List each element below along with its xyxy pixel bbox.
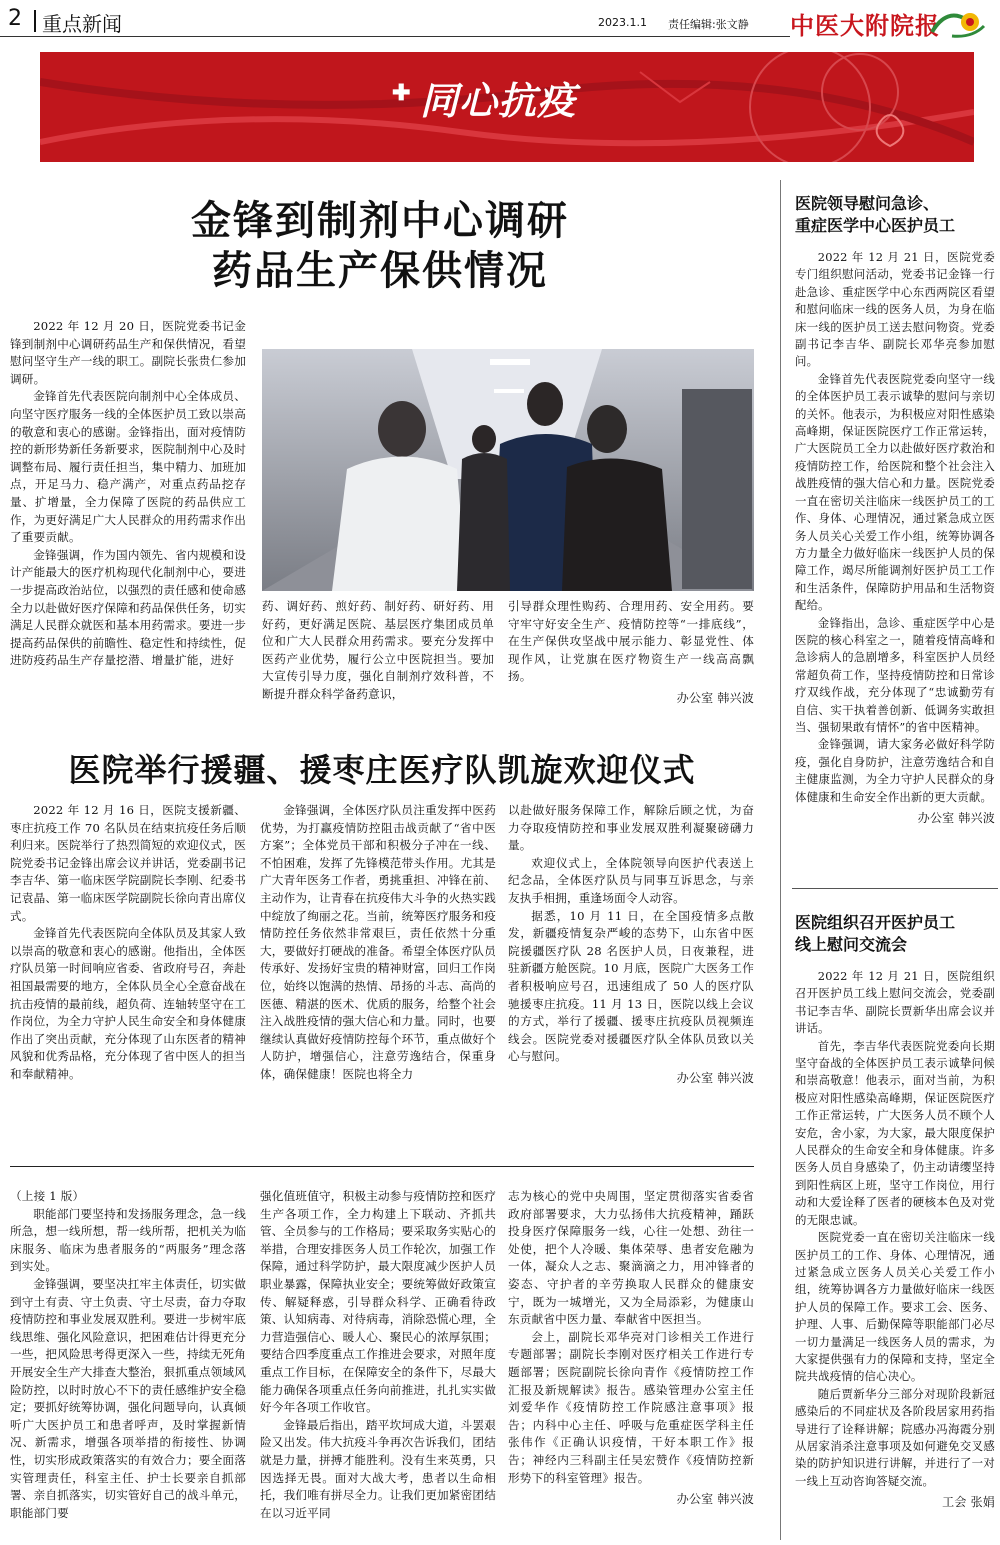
article2-column-1: [10, 802, 246, 1084]
article3-paragraph: 会上，副院长邓华亮对门诊相关工作进行专题部署；副院长李刚对医疗相关工作进行专题部署；医院副院长徐向青作《疫情防控工作汇报及新规解读》报告。感染管理办公室主任刘爱华作《疫情防控工作院感注意事项》报告；内科中心主任、呼吸与危重症医学科主任张伟作《正确认识疫情，干好本职工作》报告；神经内三科副主任吴宏赞作《疫情防控新形势下的科室管理》报告。: [508, 1329, 754, 1485]
sidebar2-title: [795, 912, 995, 956]
sidebar2-paragraph: 首先，李吉华代表医院党委向长期坚守奋战的全体医护员工表示诚挚问候和崇高敬意！他表示，面对当前，为积极应对阳性感染高峰期，保证医院医疗工作正常运转，广大医务人员不顾个人安危，舍小家，为大家，最大限度保护人民群众的生命安全和身体健康。许多医务人员自身感染了，仍主动请缨坚持到阳性病区上班，坚守工作岗位，用行动和大爱诠释了医者的硬核本色及对党的无限忠诚。: [795, 1038, 995, 1227]
plus-icon: ✚: [392, 80, 411, 106]
sidebar2-signature: 工会 张娟: [942, 1495, 995, 1510]
article1-paragraph: 药、调好药、煎好药、制好药、研好药、用好药，更好满足医院、基层医疗集团成员单位和广大人民群众用药需求。要充分发挥中医药产业优势，履行公立中医院担当。要加大宣传引导力度，强化自制剂疗效科普，不断提升群众科学备药意识，: [262, 599, 494, 701]
article3-paragraph: 金锋强调，要坚决扛牢主体责任，切实做到守土有责、守土负责、守土尽责，奋力夺取疫情防控和事业发展双胜利。要进一步树牢底线思维、强化风险意识，把困难估计得更充分一些，把风险思考得更深入一些，持续无死角开展安全生产大排查大整治，狠抓重点领域风险防控，以时时放心不下的责任感维护安全稳定；要抓好统筹协调，强化问题导向，认真倾听广大医护员工和患者呼声，及时掌握新情况、新需求，增强各项举措的衔接性、协调性，切实形成政策落实的有效合力；要全面落实管理责任，科室主任、护士长要亲自抓部署、亲自抓落实，切实管好自己的战斗单元，职能部门要: [10, 1276, 246, 1520]
article3-paragraph: 强化值班值守，积极主动参与疫情防控和医疗生产各项工作，全力构建上下联动、齐抓共管、全员参与的工作格局；要采取务实贴心的举措，合理安排医务人员工作轮次，加强工作保障，通过科学防护，最大限度减少医护人员职业暴露，保障执业安全；要统筹做好政策宣传、解疑释惑，引导群众科学、正确看待政策、认知病毒、对待病毒，消除恐慌心理，全力营造强信心、暖人心、聚民心的浓厚氛围；要结合四季度重点工作推进会要求，对照年度重点工作目标，在保障安全的条件下，尽最大能力确保各项重点任务向前推进，扎扎实实做好今年各项工作收官。: [260, 1189, 496, 1415]
photo-illustration: [262, 349, 754, 591]
sidebar2-paragraph: 2022 年 12 月 21 日，医院组织召开医护员工线上慰问交流会，党委副书记李吉华、副院长贾新华出席会议并讲话。: [795, 969, 995, 1036]
article1-column-3: [508, 598, 754, 708]
sidebar1-signature: 办公室 韩兴波: [917, 811, 995, 825]
newspaper-brand: 中医大附院报: [790, 11, 940, 40]
sidebar1-paragraph: 金锋首先代表医院党委向坚守一线的全体医护员工表示诚挚的慰问与亲切的关怀。他表示，为积极应对阳性感染高峰期，保证医院医疗工作正常运转，广大医院员工全力以赴做好医疗救治和疫情防控工作，给医院和整个社会注入战胜疫情的强大信心和力量。医院党委一直在密切关注临床一线医护员工的工作、身体、心理情况，通过紧急成立医务人员关心关爱工作小组，统筹协调各方力量全力做好临床一线医护人员的保障工作，竭尽所能调剂好医护员工工作和生活条件，保障防护用品和生活物资配给。: [795, 371, 995, 613]
continued-note: （上接 1 版）: [10, 1189, 85, 1203]
article2-paragraph: 金锋强调，全体医疗队员注重发挥中医药优势，为打赢疫情防控阻击战贡献了“省中医方案”；全体党员干部和积极分子冲在一线、不怕困难，发挥了先锋模范带头作用。尤其是广大青年医务工作者，勇挑重担、冲锋在前、主动作为，让青春在抗疫伟大斗争的火热实践中绽放了绚丽之花。当前，统筹医疗服务和疫情防控任务依然非常艰巨，责任依然十分重大，要做好打硬战的准备。希望全体医疗队员传承好、发扬好宝贵的精神财富，回归工作岗位，始终以饱满的热情、昂扬的斗志、高尚的医德、精湛的医术、优质的服务，给整个社会注入战胜疫情的强大信心和力量。同时，也要继续认真做好疫情防控每个环节，重点做好个人防护，增强信心，注意劳逸结合，保重身体，确保健康！医院也将全力: [260, 803, 496, 1081]
sidebar1-title-line1: 医院领导慰问急诊、: [795, 194, 940, 213]
sidebar2-title-line2: 线上慰问交流会: [795, 935, 908, 954]
sidebar2: [795, 912, 995, 1540]
sidebar-divider-horizontal: [792, 888, 998, 889]
article3-paragraph: 职能部门要坚持和发扬服务理念，急一线所急，想一线所想，帮一线所帮，把机关为临床服务、临床为患者服务的“两服务”理念落到实处。: [10, 1206, 246, 1274]
article2-paragraph: 欢迎仪式上，全体院领导向医护代表送上纪念品，全体医疗队员与同事互诉思念，与亲友执手相拥，重逢场面令人动容。: [508, 855, 754, 905]
article3-paragraph: 志为核心的党中央周围，坚定贯彻落实省委省政府部署要求，大力弘扬伟大抗疫精神，踊跃投身医疗保障服务一线，心往一处想、劲往一处使，把个人冷暖、集体荣辱、患者安危融为一体，凝众人之志、聚滴滴之力，用冲锋者的姿态、守护者的辛劳换取人民群众的健康安宁，既为一城增光，又为全局添彩，为健康山东贡献省中医力量、奉献省中医担当。: [508, 1189, 754, 1327]
sidebar1: [795, 193, 995, 827]
sidebar1-title: [795, 193, 995, 237]
banner-title: 同心抗疫: [420, 79, 577, 123]
article3-column-1: [10, 1188, 246, 1540]
sidebar-divider: [780, 180, 781, 1540]
article2-paragraph: 2022 年 12 月 16 日，医院支援新疆、枣庄抗疫工作 70 名队员在结束抗疫任务后顺利归来。医院举行了热烈简短的欢迎仪式，医院党委书记金锋出席会议并讲话，党委副书记李吉华、第一临床医学院副院长李刚、纪委书记袁晶、第一临床医学院副院长徐向青出席仪式。: [10, 803, 246, 923]
article2-column-2: [260, 802, 496, 1084]
sidebar2-body: [795, 968, 995, 1512]
editor-credit: 责任编辑:张文静: [668, 18, 749, 31]
article3-column-2: [260, 1188, 496, 1540]
header-separator: [34, 10, 36, 32]
sidebar2-title-line1: 医院组织召开医护员工: [795, 913, 956, 932]
sidebar1-paragraph: 2022 年 12 月 21 日，医院党委专门组织慰问活动，党委书记金锋一行赴急诊、重症医学中心东西两院区看望和慰问临床一线的医务人员，为身在临床一线的医护员工送去慰问物资。党委副书记李吉华、副院长邓华亮参加慰问。: [795, 250, 995, 369]
article1-photo: [262, 349, 754, 591]
section-divider: [10, 1166, 754, 1167]
section-title: 重点新闻: [42, 12, 122, 36]
brand-logo-icon: [922, 2, 992, 42]
article3-paragraph: 金锋最后指出，踏平坎坷成大道，斗罢艰险又出发。伟大抗疫斗争再次告诉我们，团结就是力量，拼搏才能胜利。没有生来英勇，只因选择无畏。面对大战大考，患者以生命相托，我们唯有拼尽全力。让我们更加紧密团结在以习近平同: [260, 1417, 496, 1520]
article2-paragraph: 金锋首先代表医院向全体队员及其家人致以崇高的敬意和衷心的感谢。他指出，全体医疗队员第一时间响应省委、省政府号召，奔赴祖国最需要的地方，全体队员全心全意奋战在抗击疫情的最前线，超负荷、连轴转坚守在工作岗位，为全力守护人民生命安全和身体健康作出了突出贡献，充分体现了山东医者的精神风貌和优秀品格，充分体现了省中医人的担当和奉献精神。: [10, 926, 246, 1081]
article1-title-line2: 药品生产保供情况: [212, 247, 548, 294]
sidebar2-paragraph: 医院党委一直在密切关注临床一线医护员工的工作、身体、心理情况，通过紧急成立医务人员关心关爱工作小组，统筹协调各方力量做好临床一线医护人员的保障工作。要求工会、医务、护理、人事、后勤保障等职能部门必尽一切力量满足一线医务人员的需求，为大家提供强有力的保障和支持，坚定全院共战疫情的信心决心。: [795, 1230, 995, 1384]
page-number: 2: [8, 6, 22, 31]
article1-title: [60, 196, 700, 296]
article1-column-2: [262, 598, 494, 704]
article1-paragraph: 金锋强调，作为国内领先、省内规模和设计产能最大的医疗机构现代化制剂中心，要进一步提高政治站位，以强烈的责任感和使命感全力以赴做好医疗保障和药品保供任务，切实满足人民群众就医和基本用药需求。要进一步提高药品保供的前瞻性、稳定性和持续性，促进防疫药品生产存量挖潜、增量扩能，进好: [10, 547, 246, 668]
article1-paragraph: 引导群众理性购药、合理用药、安全用药。要守牢守好安全生产、疫情防控等“一排底线”，在生产保供攻坚战中展示能力、彰显党性、体现作风，让党旗在医疗物资生产一线高高飘扬。: [508, 599, 754, 684]
sidebar1-body: [795, 249, 995, 827]
sidebar1-paragraph: 金锋强调，请大家务必做好科学防疫，强化自身防护，注意劳逸结合和自主健康监测，为全力守护人民群众的身体健康和生命安全作出新的更大贡献。: [795, 737, 995, 804]
article1-title-line1: 金锋到制剂中心调研: [191, 197, 569, 244]
article2-signature: 办公室 韩兴波: [676, 1070, 754, 1085]
article1-column-1: [10, 318, 246, 738]
article2-paragraph: 据悉，10 月 11 日，在全国疫情多点散发，新疆疫情复杂严峻的态势下，山东省中医院援疆医疗队 28 名医护人员，日夜兼程，进驻新疆方舱医院。10 月底，医院广大医务工作者积极响应号召，迅速组成了 50 人的医疗队驰援枣庄抗疫。11 月 13 日，医院以线上会议的方式，举行了援疆、援枣庄抗疫队员视频连线会。医院党委对援疆医疗队全体队员致以关心与慰问。: [508, 908, 754, 1064]
sidebar2-paragraph: 随后贾新华分三部分对现阶段新冠感染后的不同症状及各阶段居家用药指导进行了诠释讲解；院感办冯海霞分别从居家消杀注意事项及如何避免交叉感染的防护知识进行讲解，并进行了一对一线上互动咨询答疑交流。: [795, 1386, 995, 1488]
article1-paragraph: 金锋首先代表医院向制剂中心全体成员、向坚守医疗服务一线的全体医护员工致以崇高的敬意和衷心的感谢。金锋指出，面对疫情防控的新形势新任务新要求，医院制剂中心及时调整布局、履行责任担当，集中精力、加班加点，开足马力、稳产满产，对重点药品挖存量、扩增量，全力保障了医院的药品供应工作，为更好满足广大人民群众的用药需求作出了重要贡献。: [10, 389, 246, 545]
sidebar1-paragraph: 金锋指出，急诊、重症医学中心是医院的核心科室之一，随着疫情高峰和急诊病人的急剧增多，科室医护人员经常超负荷工作，坚持疫情防控和日常诊疗双线作战，充分体现了“忠诚勤劳有自信、实干执着善创新、低调务实敢担当、强韧果敢有情怀”的省中医精神。: [795, 615, 995, 734]
sidebar1-title-line2: 重症医学中心医护员工: [795, 216, 956, 235]
article2-title: 医院举行援疆、援枣庄医疗队凯旋欢迎仪式: [68, 751, 696, 789]
issue-date: 2023.1.1: [598, 16, 647, 29]
article3-column-3: [508, 1188, 754, 1540]
article1-signature: 办公室 韩兴波: [676, 690, 754, 705]
article3-signature: 办公室 韩兴波: [676, 1492, 754, 1507]
header-rule: [0, 36, 790, 37]
article1-paragraph: 2022 年 12 月 20 日，医院党委书记金锋到制剂中心调研药品生产和保供情况，看望慰问坚守生产一线的职工。副院长张贵仁参加调研。: [10, 319, 246, 386]
article2-column-3: [508, 802, 754, 1088]
article2-paragraph: 以赴做好服务保障工作，解除后顾之忧，为奋力夺取疫情防控和事业发展双胜利凝聚磅礴力量。: [508, 803, 754, 853]
